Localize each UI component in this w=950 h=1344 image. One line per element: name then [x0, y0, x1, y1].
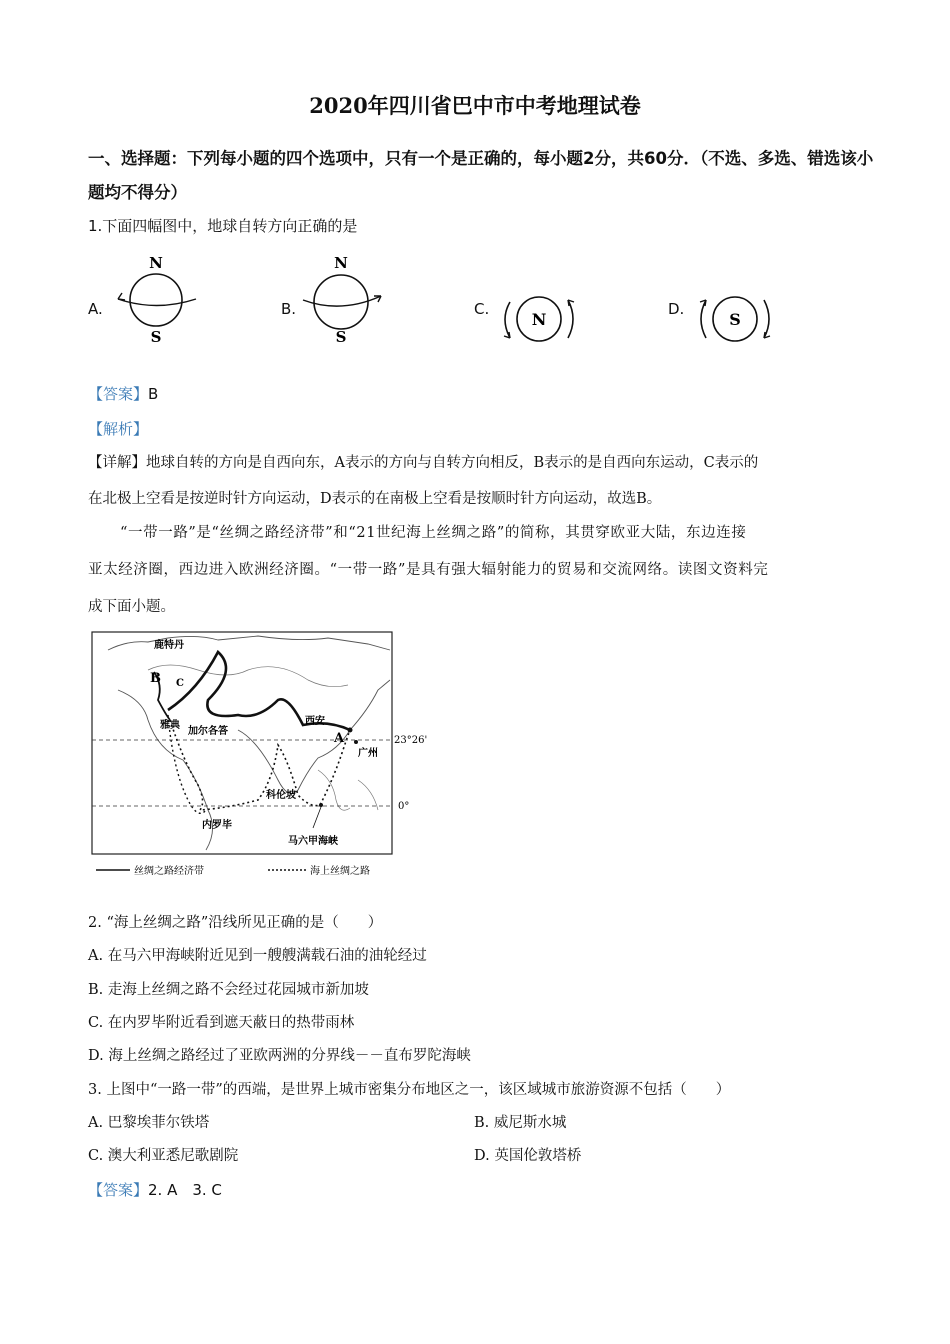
globe-diagram-d [692, 288, 782, 350]
section-heading: 一、选择题：下列每小题的四个选项中，只有一个是正确的，每小题2分，共60分．（不选、多选、错选该小题均不得分） [88, 149, 874, 202]
question-3-option-a: A. 巴黎埃菲尔铁塔 [88, 1115, 210, 1131]
passage-line-1: “一带一路”是“丝绸之路经济带”和“21世纪海上丝绸之路”的简称，其贯穿欧亚大陆，东边连接 [120, 525, 747, 541]
globe-b-south-label: S [335, 328, 347, 345]
passage-line-2: 亚太经济圈，西边进入欧洲经济圈。“一带一路”是具有强大辐射能力的贸易和交流网络。读图文资料完 [88, 562, 769, 578]
question-3-option-c: C. 澳大利亚悉尼歌剧院 [88, 1148, 239, 1164]
legend-land-route: 丝绸之路经济带 [134, 866, 204, 877]
map-label-kolkata: 加尔各答 [188, 726, 228, 737]
analysis-tag: 【解析】 [88, 420, 149, 438]
answer-2-3 [88, 1180, 222, 1200]
globe-diagram-c [496, 288, 586, 350]
globe-diagram-a [108, 250, 208, 345]
map-label-a: A [334, 731, 345, 746]
question-3-option-b: B. 威尼斯水城 [474, 1115, 567, 1131]
map-label-athens: 雅典 [160, 720, 180, 731]
map-label-guangzhou: 广州 [358, 748, 378, 759]
map-label-b: B [150, 671, 161, 686]
option-d-label: D. [668, 300, 685, 318]
detail-text-1: 地球自转的方向是自西向东，A表示的方向与自转方向相反，B表示的是自西向东运动，C表示的 [146, 455, 759, 471]
question-2-option-d: D. 海上丝绸之路经过了亚欧两洲的分界线－－直布罗陀海峡 [88, 1048, 471, 1064]
question-3-stem: 3. 上图中“一路一带”的西端，是世界上城市密集分布地区之一，该区域城市旅游资源不包括（ ） [88, 1082, 731, 1098]
globe-b-north-label: N [334, 254, 348, 272]
answer-tag: 【答案】 [88, 1181, 149, 1199]
globe-diagram-b [295, 250, 395, 345]
passage-line-3: 成下面小题。 [88, 599, 175, 615]
question-2-option-b: B. 走海上丝绸之路不会经过花园城市新加坡 [88, 982, 369, 998]
answer-tag: 【答案】 [88, 385, 149, 403]
map-label-malacca: 马六甲海峡 [288, 836, 338, 847]
map-label-equator: 0° [398, 801, 410, 812]
option-a-label: A. [88, 300, 103, 318]
map-label-tropic: 23°26' [394, 735, 428, 746]
answer-value: B [148, 385, 159, 403]
question-3-option-d: D. 英国伦敦塔桥 [474, 1148, 582, 1164]
globe-c-north-label: N [531, 310, 547, 329]
map-label-colombo: 科伦坡 [266, 790, 296, 801]
question-2-option-c: C. 在内罗毕附近看到遮天蔽日的热带雨林 [88, 1015, 355, 1031]
globe-a-north-label: N [149, 254, 163, 272]
map-label-xian: 西安 [305, 716, 325, 727]
question-2-stem: 2. “海上丝绸之路”沿线所见正确的是（ ） [88, 915, 383, 931]
answer-1 [88, 384, 158, 404]
globe-a-south-label: S [150, 328, 162, 345]
arrow-icon [118, 293, 125, 300]
legend-sea-route: 海上丝绸之路 [310, 866, 370, 877]
question-2-option-a: A. 在马六甲海峡附近见到一艘艘满载石油的油轮经过 [88, 948, 427, 964]
globe-d-south-label: S [729, 310, 741, 329]
map-label-c: C [176, 678, 184, 689]
page-title: 2020年四川省巴中市中考地理试卷 [309, 93, 641, 118]
detail-line-2: 在北极上空看是按逆时针方向运动，D表示的在南极上空看是按顺时针方向运动，故选B。 [88, 491, 662, 507]
detail-tag: 【详解】 [88, 455, 146, 471]
detail-line-1 [88, 453, 758, 473]
option-c-label: C. [474, 300, 490, 318]
question-1-stem: 1.下面四幅图中，地球自转方向正确的是 [88, 217, 358, 235]
answer-value: 2. A 3. C [148, 1181, 222, 1199]
map-label-rotterdam: 鹿特丹 [154, 640, 184, 651]
map-label-nairobi: 内罗毕 [202, 820, 232, 831]
belt-road-map [88, 630, 438, 880]
option-b-label: B. [281, 300, 297, 318]
